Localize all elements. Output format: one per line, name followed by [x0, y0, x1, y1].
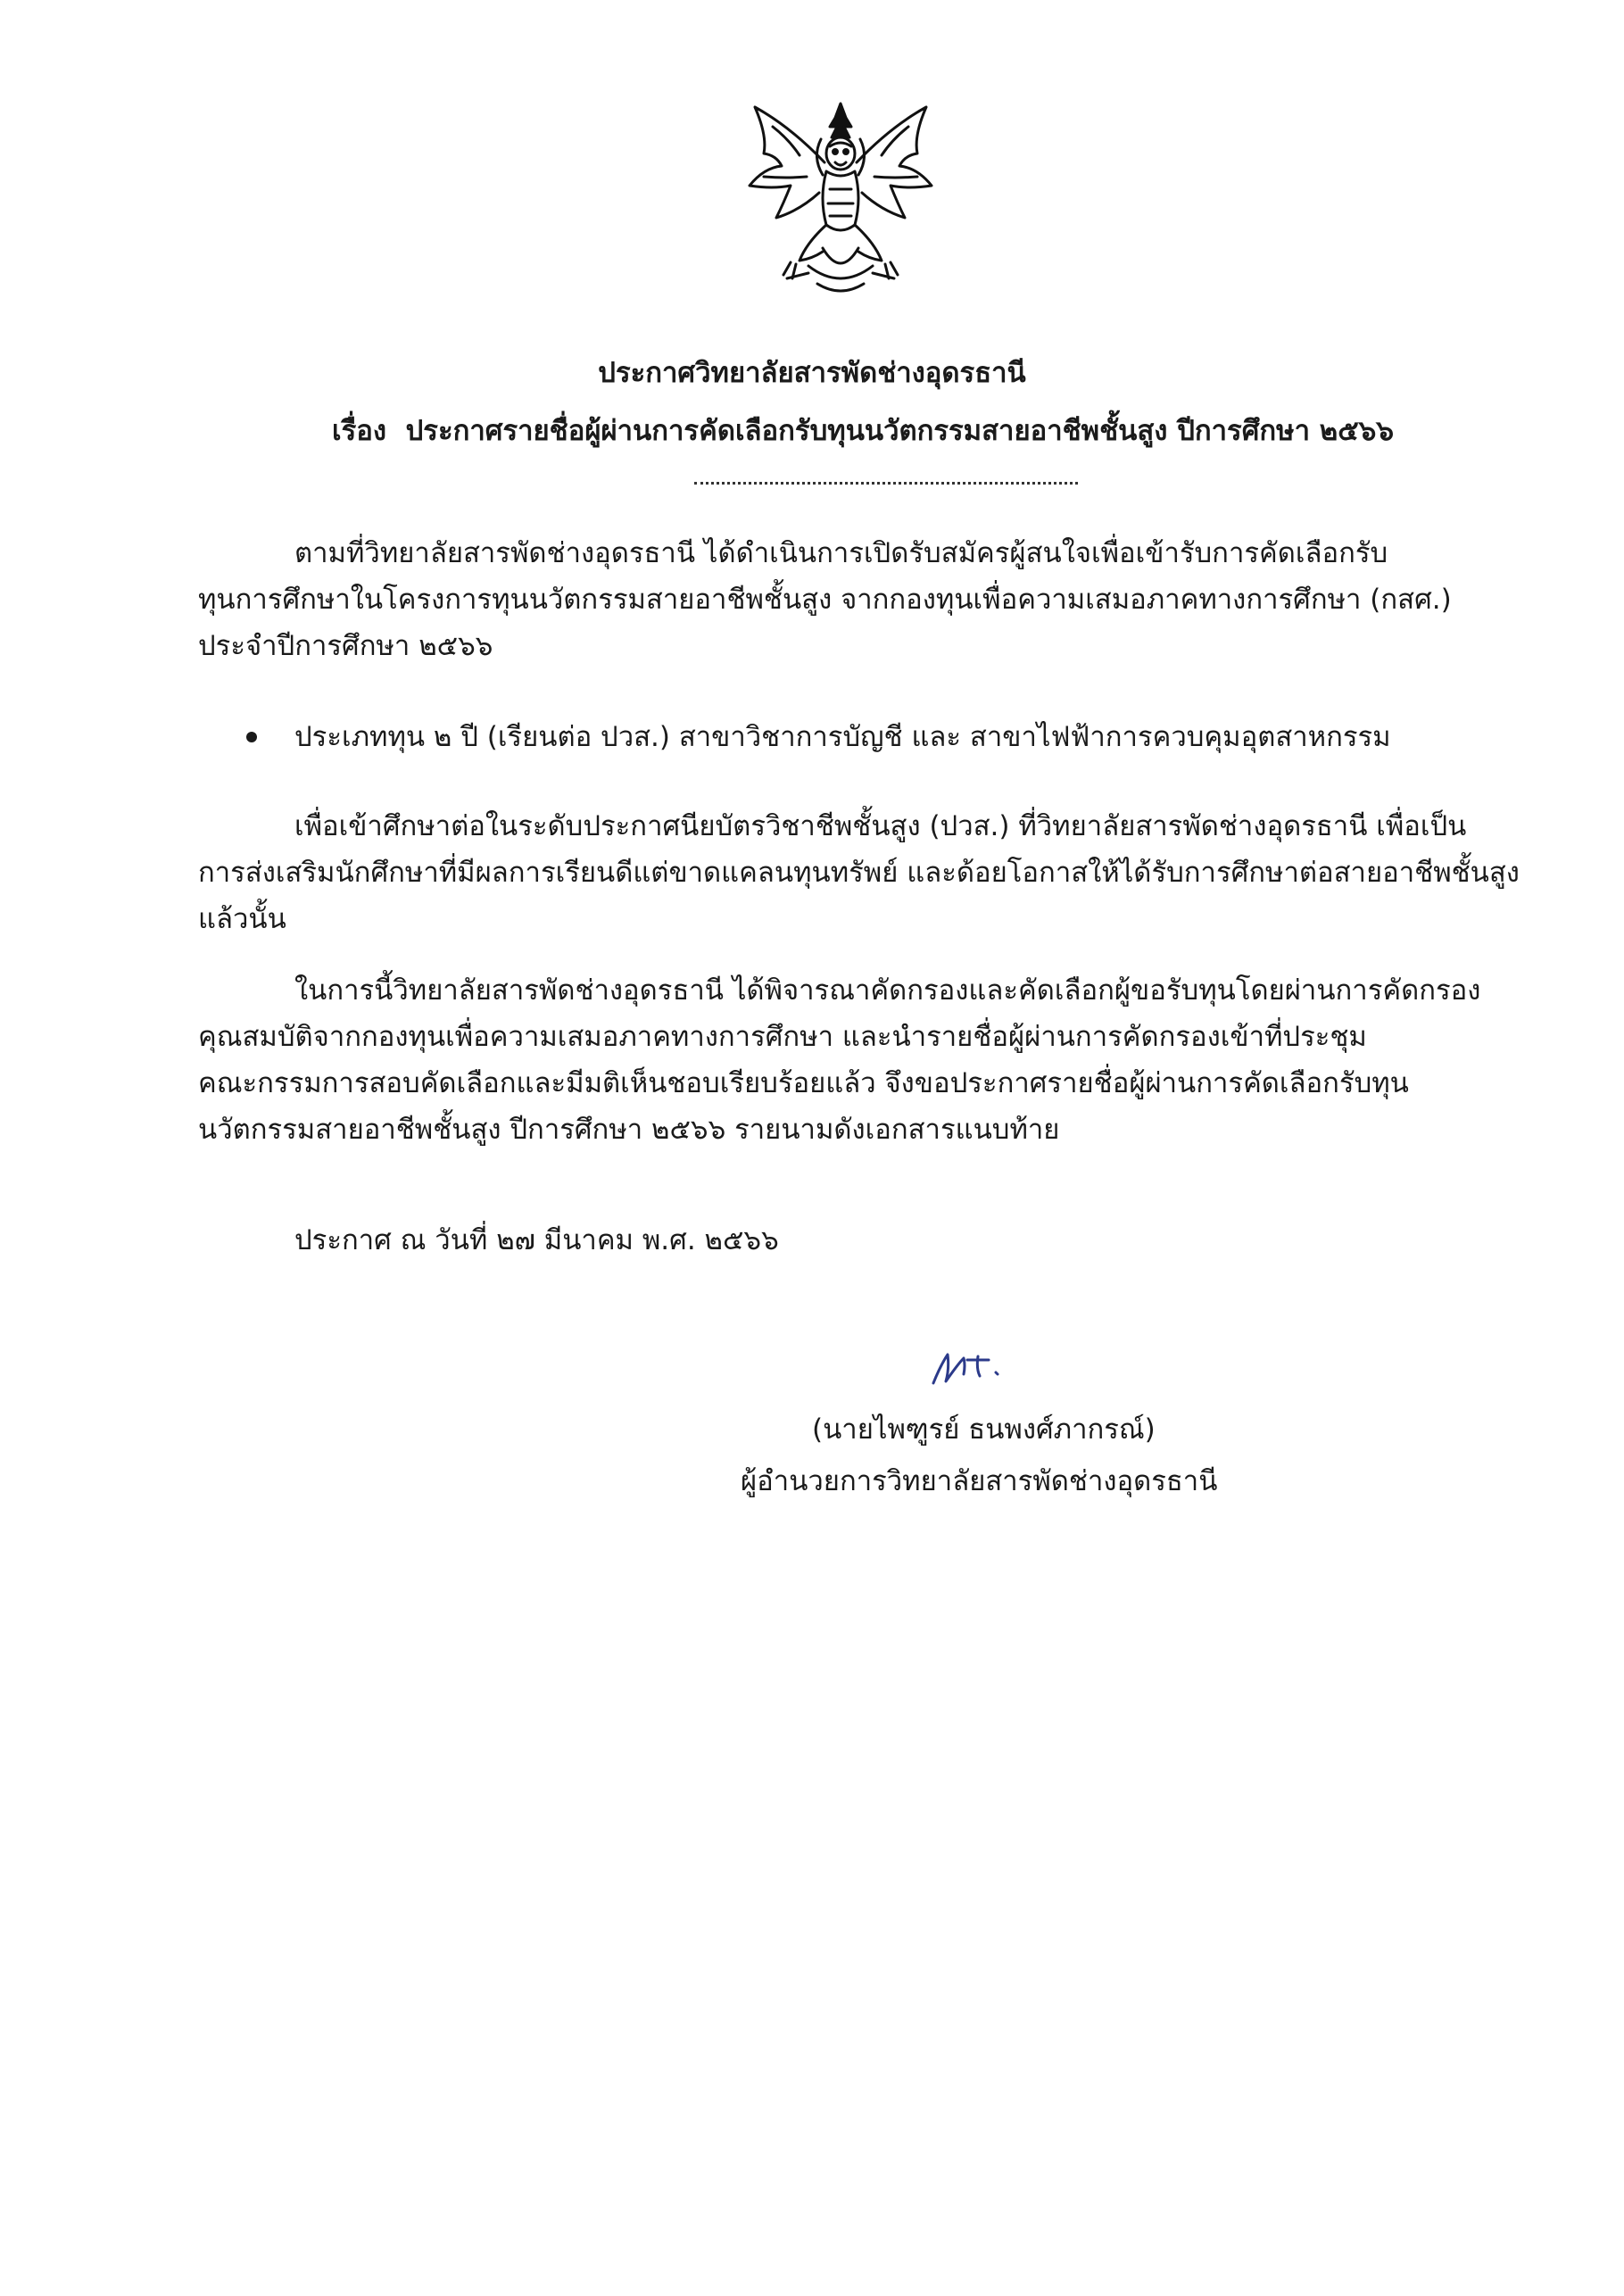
subject-text: ประกาศรายชื่อผู้ผ่านการคัดเลือกรับทุนนวัตกรรมสายอาชีพชั้นสูง ปีการศึกษา ๒๕๖๖ [405, 415, 1395, 447]
dotted-divider [694, 473, 1078, 485]
signatory-name: (นายไพฑูรย์ ธนพงศ์ภากรณ์) [812, 1413, 1156, 1446]
para1-line-2: ทุนการศึกษาในโครงการทุนนวัตกรรมสายอาชีพชั้นสูง จากกองทุนเพื่อความเสมอภาคทางการศึกษา (กสศ.) [198, 584, 1452, 616]
bullet-icon [246, 732, 257, 742]
para3-line-4: นวัตกรรมสายอาชีพชั้นสูง ปีการศึกษา ๒๕๖๖ รายนามดังเอกสารแนบท้าย [198, 1114, 1060, 1146]
signatory-position: ผู้อำนวยการวิทยาลัยสารพัดช่างอุดรธานี [741, 1465, 1218, 1497]
para3-line-3: คณะกรรมการสอบคัดเลือกและมีมติเห็นชอบเรียบร้อยแล้ว จึงขอประกาศรายชื่อผู้ผ่านการคัดเลือกรับทุน [198, 1067, 1409, 1099]
announcement-title: ประกาศวิทยาลัยสารพัดช่างอุดรธานี [598, 357, 1026, 389]
signature-icon [928, 1347, 1008, 1392]
garuda-emblem-icon [737, 100, 944, 302]
announcement-subject [332, 413, 1394, 449]
para2-line-1: เพื่อเข้าศึกษาต่อในระดับประกาศนียบัตรวิชาชีพชั้นสูง (ปวส.) ที่วิทยาลัยสารพัดช่างอุดรธานี เพื่อเป็น [294, 810, 1467, 842]
para1-line-3: ประจำปีการศึกษา ๒๕๖๖ [198, 630, 493, 662]
scholarship-type-bullet: ประเภททุน ๒ ปี (เรียนต่อ ปวส.) สาขาวิชาการบัญชี และ สาขาไฟฟ้าการควบคุมอุตสาหกรรม [294, 721, 1391, 753]
para2-line-2: การส่งเสริมนักศึกษาที่มีผลการเรียนดีแต่ขาดแคลนทุนทรัพย์ และด้อยโอกาสให้ได้รับการศึกษาต่อสายอาชีพชั้นสูง [198, 857, 1520, 889]
subject-label: เรื่อง [332, 415, 387, 447]
para3-line-2: คุณสมบัติจากกองทุนเพื่อความเสมอภาคทางการศึกษา และนำรายชื่อผู้ผ่านการคัดกรองเข้าที่ประชุม [198, 1021, 1367, 1053]
para1-line-1: ตามที่วิทยาลัยสารพัดช่างอุดรธานี ได้ดำเนินการเปิดรับสมัครผู้สนใจเพื่อเข้ารับการคัดเลือกรับ [294, 537, 1388, 569]
announcement-date: ประกาศ ณ วันที่ ๒๗ มีนาคม พ.ศ. ๒๕๖๖ [294, 1224, 779, 1256]
para2-line-3: แล้วนั้น [198, 903, 286, 935]
para3-line-1: ในการนี้วิทยาลัยสารพัดช่างอุดรธานี ได้พิจารณาคัดกรองและคัดเลือกผู้ขอรับทุนโดยผ่านการคัดกรอง [294, 974, 1481, 1007]
